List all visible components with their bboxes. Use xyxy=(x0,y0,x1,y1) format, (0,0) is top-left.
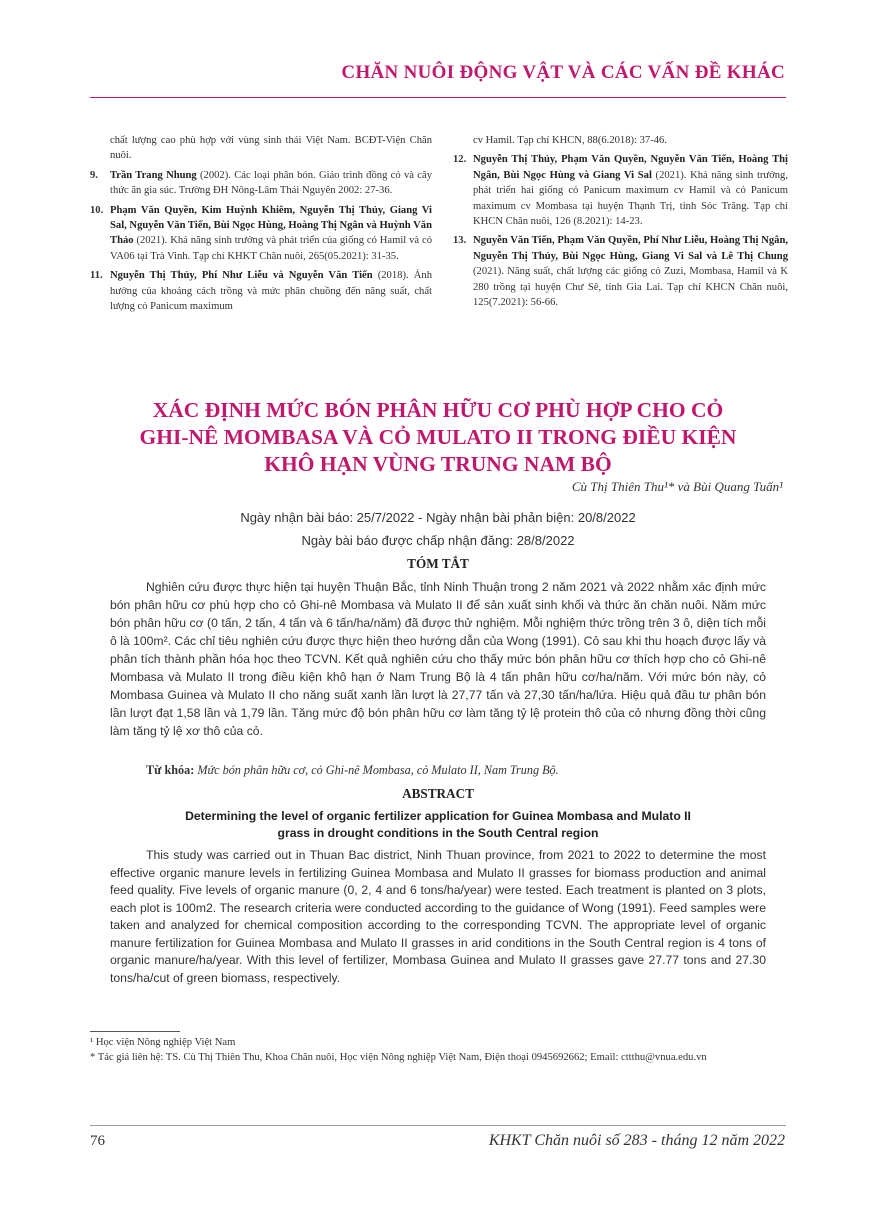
reference-text: (2002). Các loại phân bón. Giáo trình đồng cỏ và cây thức ăn gia súc. Trường ĐH Nông-Lâm Thái Nguyên 2002: 27-36. xyxy=(110,169,432,197)
reference-text: (2021). Khả năng sinh trưởng, phát triển hai giống cỏ Panicum maximum cv Hamil và cỏ Panicum maximum cv Mombasa tại huyện Thạnh Trị, tỉnh Sóc Trăng. Tạp chí KHCN Chăn nuôi, 126 (8.2021): 14-23. xyxy=(473,169,788,228)
reference-authors: Nguyễn Thị Thủy, Phạm Văn Quyền, Nguyễn Văn Tiến, Hoàng Thị Ngân, Bùi Ngọc Hùng và Giang Vi Sal xyxy=(473,154,788,181)
article-title-line: XÁC ĐỊNH MỨC BÓN PHÂN HỮU CƠ PHÙ HỢP CHO CỎ xyxy=(152,398,724,422)
abstract-heading: ABSTRACT xyxy=(402,786,474,801)
reference-text: (2018). Ảnh hưởng của khoảng cách trồng và mức phân chuồng đến năng suất, chất lượng cỏ Panicum maximum xyxy=(110,270,432,313)
footnote-divider xyxy=(90,1031,180,1032)
reference-item xyxy=(90,203,432,265)
accepted-date: Ngày bài báo được chấp nhận đăng: 28/8/2022 xyxy=(301,533,575,548)
english-title-line: grass in drought conditions in the South Central region xyxy=(277,826,599,840)
reference-item xyxy=(90,168,432,199)
article-authors: Cù Thị Thiên Thu¹* và Bùi Quang Tuấn¹ xyxy=(571,479,783,494)
reference-number: 12. xyxy=(453,154,467,166)
english-title xyxy=(130,808,746,842)
reference-text: cv Hamil. Tạp chí KHCN, 88(6.2018): 37-46. xyxy=(473,135,667,146)
article-title xyxy=(90,397,786,478)
footnotes xyxy=(90,1036,786,1065)
reference-text: (2021). Khả năng sinh trưởng và phát triển của giống cỏ Hamil và cỏ VA06 tại Trà Vinh. Tạp chí KHKT Chăn nuôi, 265(05.2021): 31-35. xyxy=(110,235,432,262)
footer-divider xyxy=(90,1125,786,1126)
reference-authors: Trần Trang Nhung xyxy=(110,169,197,181)
journal-issue: KHKT Chăn nuôi số 283 - tháng 12 năm 2022 xyxy=(488,1132,785,1149)
keywords xyxy=(146,763,559,778)
header-divider xyxy=(90,97,786,98)
reference-item xyxy=(453,233,788,310)
reference-number: 10. xyxy=(90,204,104,216)
reference-item xyxy=(90,133,432,164)
footnote-corresponding-author: * Tác giả liên hệ: TS. Cù Thị Thiên Thu, Khoa Chăn nuôi, Học viện Nông nghiệp Việt Nam, Điện thoại 0945692662; Email: cttthu@vnua.edu.vn xyxy=(90,1051,707,1063)
english-title-line: Determining the level of organic fertilizer application for Guinea Mombasa and Mulato II xyxy=(185,809,691,823)
reference-text: (2021). Năng suất, chất lượng các giống cỏ Zuzi, Mombasa, Hamil và K 280 trồng tại huyện Chư Sê, tỉnh Gia Lai. Tạp chí KHCN Chăn nuôi, 125(7.2021): 56-66. xyxy=(473,266,788,309)
footnote-affiliation: ¹ Học viện Nông nghiệp Việt Nam xyxy=(90,1037,236,1048)
reference-number: 13. xyxy=(453,235,467,247)
reference-item xyxy=(453,152,788,229)
reference-number: 11. xyxy=(90,270,103,282)
section-header-title: CHĂN NUÔI ĐỘNG VẬT VÀ CÁC VẤN ĐỀ KHÁC xyxy=(341,62,785,83)
references-left-column xyxy=(90,133,432,318)
summary-body: Nghiên cứu được thực hiện tại huyện Thuận Bắc, tỉnh Ninh Thuận trong 2 năm 2021 và 2022 nhằm xác định mức bón phân hữu cơ phù hợp cho cỏ Ghi-nê Mombasa và Mulato II để sản xuất sinh khối và thức ăn chăn nuôi. Năm mức bón phân hữu cơ (0 tấn, 2 tấn, 4 tấn và 6 tấn/ha/năm) đã được thử nghiệm. Mỗi nghiệm thức trồng trên 3 ô, diện tích mỗi ô là 100m². Các chỉ tiêu nghiên cứu được thực hiện theo hướng dẫn của Wong (1991). Cỏ sau khi thu hoạch được lấy và phân tích thành phần hóa học theo TCVN. Kết quả nghiên cứu cho thấy mức bón phân hữu cơ thích hợp cho cỏ Ghi-nê Mombasa và Mulato II trong điều kiện khô hạn ở Nam Trung Bộ là 4 tấn phân hữu cơ/ha/năm. Với mức bón này, cỏ Mombasa Guinea và Mulato II cho năng suất xanh lần lượt là 27,77 tấn và 27,30 tấn/ha/lứa. Hiệu quả đầu tư phân bón lần lượt đạt 1,58 lần và 1,79 lần. Tăng mức độ bón phân hữu cơ làm tăng tỷ lệ protein thô của cỏ nhưng đồng thời cũng làm tăng tỷ lệ xơ thô của cỏ. xyxy=(110,580,766,738)
reference-authors: Nguyễn Thị Thủy, Phí Như Liễu và Nguyễn Văn Tiến xyxy=(110,270,373,282)
abstract-body: This study was carried out in Thuan Bac district, Ninh Thuan province, from 2021 to 2022 to determine the most effective organic manure levels in fertilizing Guinea Mombasa and Mulato II grasses for biomass production and animal feed quality. Five levels of organic manure (0, 2, 4 and 6 tons/ha/year) were tested. Each treatment is planted on 3 plots, each plot is 100m2. The research criteria were conducted according to the guidance of Wong (1991). Feed samples were taken and analyzed for chemical composition according to the corresponding TCVN. The appropriate level of organic manure fertilization for Guinea Mombasa and Mulato II grasses in arid conditions in the South Central region is 4 tons of organic manure/ha/year. With this level of fertilizer, Mombasa Guinea and Mulato II grasses gave 27.77 tons and 27.30 tons/ha/cut of green biomass, respectively. xyxy=(110,848,766,985)
keywords-list: Mức bón phân hữu cơ, cỏ Ghi-nê Mombasa, cỏ Mulato II, Nam Trung Bộ. xyxy=(194,763,559,777)
keywords-label: Từ khóa: xyxy=(146,763,195,777)
references-right-column xyxy=(453,133,788,314)
received-dates: Ngày nhận bài báo: 25/7/2022 - Ngày nhận bài phản biện: 20/8/2022 xyxy=(240,510,636,525)
reference-item xyxy=(453,133,788,148)
reference-number: 9. xyxy=(90,169,98,181)
page-number: 76 xyxy=(90,1133,105,1149)
reference-text: chất lượng cao phù hợp với vùng sinh thái Việt Nam. BCĐT-Viện Chăn nuôi. xyxy=(110,135,432,162)
reference-authors: Phạm Văn Quyền, Kim Huỳnh Khiêm, Nguyễn Thị Thủy, Giang Vi Sal, Nguyễn Văn Tiến, Bùi Ngọc Hùng, Hoàng Thị Ngân và Huỳnh Văn Thảo xyxy=(110,204,432,247)
article-title-line: GHI-NÊ MOMBASA VÀ CỎ MULATO II TRONG ĐIỀU KIỆN xyxy=(139,425,737,449)
reference-item xyxy=(90,268,432,314)
summary-heading: TÓM TẮT xyxy=(407,556,469,571)
reference-authors: Nguyễn Văn Tiến, Phạm Văn Quyền, Phí Như Liễu, Hoàng Thị Ngân, Nguyễn Thị Thủy, Bùi Ngọc Hùng, Giang Vi Sal và Lê Thị Chung xyxy=(473,235,788,262)
article-title-line: KHÔ HẠN VÙNG TRUNG NAM BỘ xyxy=(264,452,612,476)
